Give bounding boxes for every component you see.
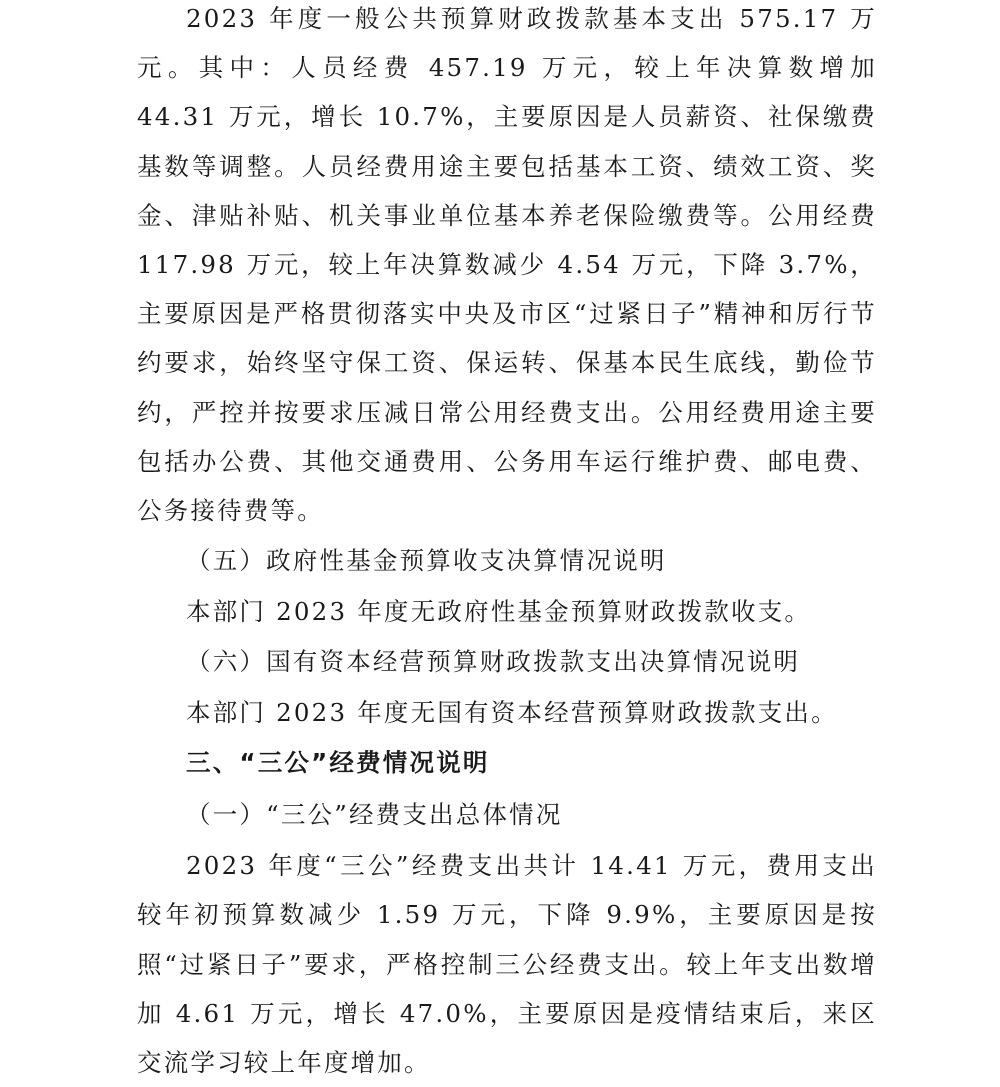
document-page xyxy=(137,0,877,1087)
three-public-overall-paragraph: 2023 年度“三公”经费支出共计 14.41 万元，费用支出较年初预算数减少 1.59 万元，下降 9.9%，主要原因是按照“过紧日子”要求，严格控制三公经费支出。较上年支出数增加 4.61 万元，增长 47.0%，主要原因是疫情结束后，来区交流学习较上年度增加。 xyxy=(137,851,877,1078)
three-public-section-heading: 三、“三公”经费情况说明 xyxy=(186,748,490,778)
government-fund-heading: （五）政府性基金预算收支决算情况说明 xyxy=(186,546,667,576)
state-capital-paragraph: 本部门 2023 年度无国有资本经营预算财政拨款支出。 xyxy=(186,698,838,728)
government-fund-paragraph: 本部门 2023 年度无政府性基金预算财政拨款收支。 xyxy=(186,597,812,627)
state-capital-heading: （六）国有资本经营预算财政拨款支出决算情况说明 xyxy=(186,647,801,677)
basic-expenditure-paragraph: 2023 年度一般公共预算财政拨款基本支出 575.17 万元。其中：人员经费 457.19 万元，较上年决算数增加 44.31 万元，增长 10.7%，主要原因是人员薪资、社保缴费基数等调整。人员经费用途主要包括基本工资、绩效工资、奖金、津贴补贴、机关事业单位基本养老保险缴费等。公用经费 117.98 万元，较上年决算数减少 4.54 万元，下降 3.7%，主要原因是严格贯彻落实中央及市区“过紧日子”精神和厉行节约要求，始终坚守保工资、保运转、保基本民生底线，勤俭节约，严控并按要求压减日常公用经费支出。公用经费用途主要包括办公费、其他交通费用、公务用车运行维护费、邮电费、公务接待费等。 xyxy=(137,4,877,526)
three-public-overall-heading: （一）“三公”经费支出总体情况 xyxy=(186,800,563,830)
